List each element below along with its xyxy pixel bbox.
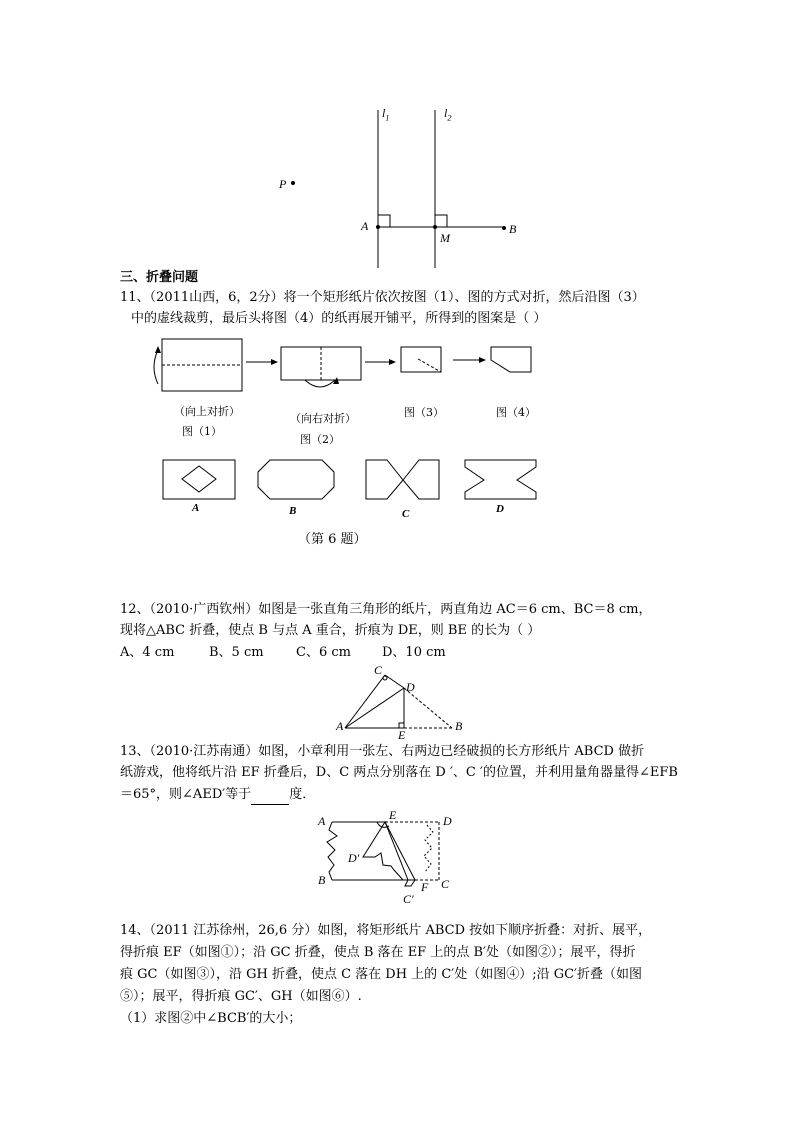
folding-steps-figure	[140, 332, 550, 402]
rect-label-D: D	[443, 814, 452, 828]
q13-line2: 纸游戏，他将纸片沿 EF 折叠后，D、C 两点分别落在 D ′、C ′的位置，并利用量角器量得∠EFB	[120, 765, 678, 780]
tri-label-C: C	[374, 663, 383, 677]
label-B: B	[509, 222, 517, 236]
rect-label-Cprime: C′	[403, 892, 414, 906]
q12-option-d: D、10 cm	[382, 645, 446, 660]
rect-label-Dprime: D′	[348, 851, 360, 865]
q13-line1: 13、（2010·江苏南通）如图，小章利用一张左、右两边已经破损的长方形纸片 ABCD 做折	[120, 744, 645, 759]
option-C-label: C	[402, 508, 410, 520]
q12-line1: 12、（2010·广西钦州）如图是一张直角三角形的纸片，两直角边 AC＝6 cm、BC＝8 cm，	[120, 602, 652, 617]
tri-label-D: D	[406, 680, 415, 694]
rect-label-A: A	[318, 814, 326, 828]
tri-label-E: E	[398, 728, 406, 742]
label-A: A	[361, 219, 369, 233]
fig2-caption-b: 图（2）	[300, 433, 340, 446]
perpendicular-lines-figure	[270, 100, 530, 272]
q12-option-a: A、4 cm	[120, 645, 175, 660]
rect-label-C: C	[441, 877, 450, 891]
fig2-caption-a: （向右对折）	[290, 412, 356, 425]
answer-blank	[251, 790, 289, 805]
q13-line3-text: ＝65°，则∠AED′等于	[120, 787, 252, 802]
option-B-label: B	[289, 505, 297, 517]
answer-options-figure	[160, 456, 550, 506]
label-l1: $l_1$	[382, 106, 390, 123]
q12-option-b: B、5 cm	[209, 645, 264, 660]
q14-line5: （1）求图②中∠BCB′的大小；	[120, 1011, 302, 1026]
q12-option-c: C、6 cm	[296, 645, 351, 660]
section-title: 三、折叠问题	[120, 270, 199, 285]
q14-line4: ⑤）；展平，得折痕 GC′、GH（如图⑥）.	[120, 989, 362, 1004]
rect-label-E: E	[389, 808, 397, 822]
q14-line1: 14、（2011 江苏徐州，26,6 分）如图，将矩形纸片 ABCD 按如下顺序折叠：对折、展平，	[120, 923, 652, 938]
q12-line2: 现将△ABC 折叠，使点 B 与点 A 重合，折痕为 DE，则 BE 的长为（ ）	[120, 623, 541, 638]
q14-line2: 得折痕 EF（如图①）；沿 GC 折叠，使点 B 落在 EF 上的点 B′处（如图②）；展平，得折	[120, 945, 636, 960]
rect-label-B: B	[318, 873, 326, 887]
label-P: P	[279, 177, 287, 191]
fig4-caption: 图（4）	[496, 406, 536, 419]
fig3-caption: 图（3）	[404, 406, 444, 419]
label-M: M	[440, 231, 450, 245]
tri-label-B: B	[455, 719, 463, 733]
tri-label-A: A	[336, 719, 344, 733]
q11-line1: 11、（2011山西，6，2分）将一个矩形纸片依次按图（1）、图的方式对折，然后沿图（3）	[120, 290, 645, 305]
option-D-label: D	[496, 503, 504, 515]
q11-caption: （第 6 题）	[298, 532, 367, 547]
rect-label-F: F	[421, 880, 429, 894]
q14-line3: 痕 GC（如图③），沿 GH 折叠，使点 C 落在 DH 上的 C′处（如图④）;沿 GC′折叠（如图	[120, 967, 643, 982]
q13-line3-end: 度．	[289, 787, 316, 802]
label-l2: $l_2$	[444, 106, 452, 123]
fig1-caption-b: 图（1）	[182, 425, 222, 438]
option-A-label: A	[192, 502, 200, 514]
q13-line3	[120, 785, 315, 805]
q11-line2: 中的虚线裁剪，最后头将图（4）的纸再展开铺平，所得到的图案是（ ）	[131, 311, 547, 326]
fig1-caption-a: （向上对折）	[174, 405, 240, 418]
